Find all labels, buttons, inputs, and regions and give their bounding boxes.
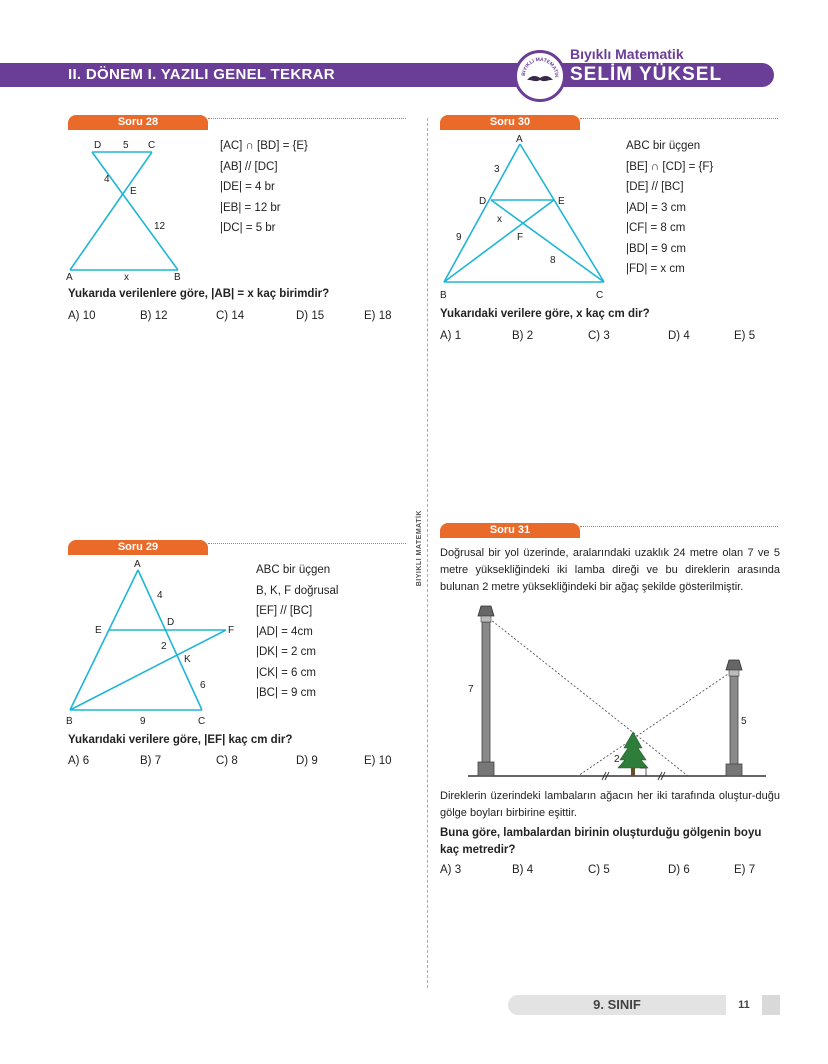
- q29-label-bc: 9: [140, 716, 146, 727]
- q30-label-ad: 3: [494, 164, 500, 175]
- q29-given: ABC bir üçgen: [256, 564, 331, 576]
- q29-label-c: C: [198, 716, 206, 727]
- q30-label-b: B: [440, 290, 447, 301]
- q30-given: [BE] ∩ [CD] = {F}: [626, 160, 714, 173]
- q30-label-f: F: [517, 232, 524, 243]
- q31-option-d[interactable]: D) 6: [668, 864, 690, 876]
- q28-tab: Soru 28: [68, 115, 208, 130]
- q29-givens: [256, 560, 338, 704]
- q31-label-h1: 7: [468, 684, 474, 695]
- q31-label-h2: 5: [741, 716, 747, 727]
- q29-given: |DK| = 2 cm: [256, 646, 316, 658]
- q29-label-dk: 2: [161, 641, 167, 652]
- q29-label-a: A: [134, 559, 141, 570]
- logo-text: BIYIKLI MATEMATİK: [520, 56, 560, 78]
- q30-label-cf: 8: [550, 255, 556, 266]
- q28-label-d: D: [94, 140, 102, 151]
- q30-given: |FD| = x cm: [626, 263, 685, 275]
- side-watermark: BIYIKLI MATEMATİK: [416, 510, 423, 587]
- q28-given: |DC| = 5 br: [220, 222, 276, 234]
- q30-given: [DE] // [BC]: [626, 181, 684, 193]
- q30-label-c: C: [596, 290, 604, 301]
- q29-option-d[interactable]: D) 9: [296, 755, 318, 767]
- page-title: II. DÖNEM I. YAZILI GENEL TEKRAR: [68, 66, 335, 83]
- q30-option-e[interactable]: E) 5: [734, 330, 756, 342]
- q31-note: Direklerin üzerindeki lambaların ağacın her iki tarafında oluştur-duğu gölge boyları birbirine eşittir.: [440, 790, 780, 819]
- q29-option-a[interactable]: A) 6: [68, 755, 90, 767]
- q29-options: [68, 755, 408, 771]
- q29-label-ck: 6: [200, 680, 206, 691]
- q30-given: ABC bir üçgen: [626, 140, 701, 152]
- q31-figure: [462, 602, 772, 786]
- q29-label-e: E: [95, 625, 102, 636]
- q30-label-a: A: [516, 134, 523, 145]
- q30-option-c[interactable]: C) 3: [588, 330, 610, 342]
- q28-givens: [220, 136, 308, 239]
- q29-question: Yukarıdaki verilere göre, |EF| kaç cm dir?: [68, 734, 293, 746]
- q29-label-b: B: [66, 716, 73, 727]
- q30-given: |BD| = 9 cm: [626, 242, 686, 255]
- q29-given: |AD| = 4cm: [256, 625, 313, 638]
- q31-option-a[interactable]: A) 3: [440, 864, 462, 876]
- q28-rule: [208, 118, 406, 119]
- q30-question: Yukarıdaki verilere göre, x kaç cm dir?: [440, 308, 650, 320]
- q28-label-de: 4: [104, 174, 110, 185]
- q29-given: |BC| = 9 cm: [256, 687, 316, 699]
- q28-label-dc: 5: [123, 140, 129, 151]
- q28-question: Yukarıda verilenlere göre, |AB| = x kaç birimdir?: [68, 288, 330, 300]
- q29-label-ad: 4: [157, 590, 163, 601]
- q31-intro: Doğrusal bir yol üzerinde, aralarındaki uzaklık 24 metre olan 7 ve 5 metre yüksekliğindeki iki lamba direği ve bu direklerin arasında bulunan 2 metre yüksekliğindeki bir ağaç şekilde gösterilmiştir.: [440, 547, 780, 593]
- q28-label-b: B: [174, 272, 181, 282]
- q29-tab: Soru 29: [68, 540, 208, 555]
- q30-option-a[interactable]: A) 1: [440, 330, 462, 342]
- q30-label-bd: 9: [456, 232, 462, 243]
- q29-option-b[interactable]: B) 7: [140, 755, 162, 767]
- q28-options: [68, 310, 408, 326]
- grade-label: 9. SINIF: [508, 995, 726, 1015]
- footer-box: [762, 995, 780, 1015]
- right-lamp-post-icon: [726, 660, 742, 776]
- q31-options: [440, 864, 780, 880]
- q29-given: |CK| = 6 cm: [256, 666, 316, 679]
- q28-option-e[interactable]: E) 18: [364, 310, 392, 322]
- q28-option-b[interactable]: B) 12: [140, 310, 168, 322]
- q31-label-tree: 2: [614, 754, 620, 765]
- q30-option-b[interactable]: B) 2: [512, 330, 534, 342]
- q29-figure: [60, 556, 250, 728]
- q31-option-e[interactable]: E) 7: [734, 864, 756, 876]
- q29-option-c[interactable]: C) 8: [216, 755, 238, 767]
- q29-given: B, K, F doğrusal: [256, 584, 339, 597]
- q28-option-d[interactable]: D) 15: [296, 310, 325, 322]
- tree-icon: [618, 732, 648, 776]
- q31-question: Buna göre, lambalardan birinin oluşturduğu gölgenin boyu kaç metredir?: [440, 827, 762, 856]
- q29-label-f: F: [228, 625, 235, 636]
- q30-given: |CF| = 8 cm: [626, 222, 686, 234]
- q30-option-d[interactable]: D) 4: [668, 330, 690, 342]
- q29-label-d: D: [167, 617, 175, 628]
- q30-tab: Soru 30: [440, 115, 580, 130]
- q31-tab: Soru 31: [440, 523, 580, 538]
- q30-rule: [580, 118, 778, 119]
- mustache-logo-icon: [514, 50, 566, 102]
- q30-given: |AD| = 3 cm: [626, 201, 686, 214]
- q30-label-x: x: [497, 214, 502, 225]
- q28-label-c: C: [148, 140, 156, 151]
- q28-given: [AC] ∩ [BD] = {E}: [220, 140, 308, 152]
- q28-label-x: x: [124, 272, 129, 282]
- q28-label-e: E: [130, 186, 137, 197]
- svg-text:BIYIKLI MATEMATİK: [521, 57, 560, 78]
- q28-given: |EB| = 12 br: [220, 201, 281, 214]
- q29-label-k: K: [184, 654, 191, 665]
- q29-option-e[interactable]: E) 10: [364, 755, 392, 767]
- page-number: 11: [738, 999, 750, 1011]
- q28-option-a[interactable]: A) 10: [68, 310, 96, 322]
- q28-given: |DE| = 4 br: [220, 181, 275, 193]
- q30-label-e: E: [558, 196, 565, 207]
- q28-option-c[interactable]: C) 14: [216, 310, 245, 322]
- brand-subtitle: Bıyıklı Matematik: [570, 46, 684, 62]
- q31-option-b[interactable]: B) 4: [512, 864, 534, 876]
- q28-given: [AB] // [DC]: [220, 160, 278, 173]
- q31-rule: [580, 526, 778, 527]
- left-lamp-post-icon: [478, 606, 494, 776]
- q30-figure: [436, 132, 616, 302]
- q29-rule: [208, 543, 406, 544]
- brand-name: SELİM YÜKSEL: [570, 64, 723, 85]
- q28-figure: [60, 134, 200, 282]
- q31-option-c[interactable]: C) 5: [588, 864, 610, 876]
- q30-givens: [626, 136, 713, 280]
- q28-label-a: A: [66, 272, 73, 282]
- q29-given: [EF] // [BC]: [256, 605, 313, 617]
- q28-label-eb: 12: [154, 221, 166, 232]
- q30-label-d: D: [479, 196, 487, 207]
- q30-options: [440, 330, 780, 346]
